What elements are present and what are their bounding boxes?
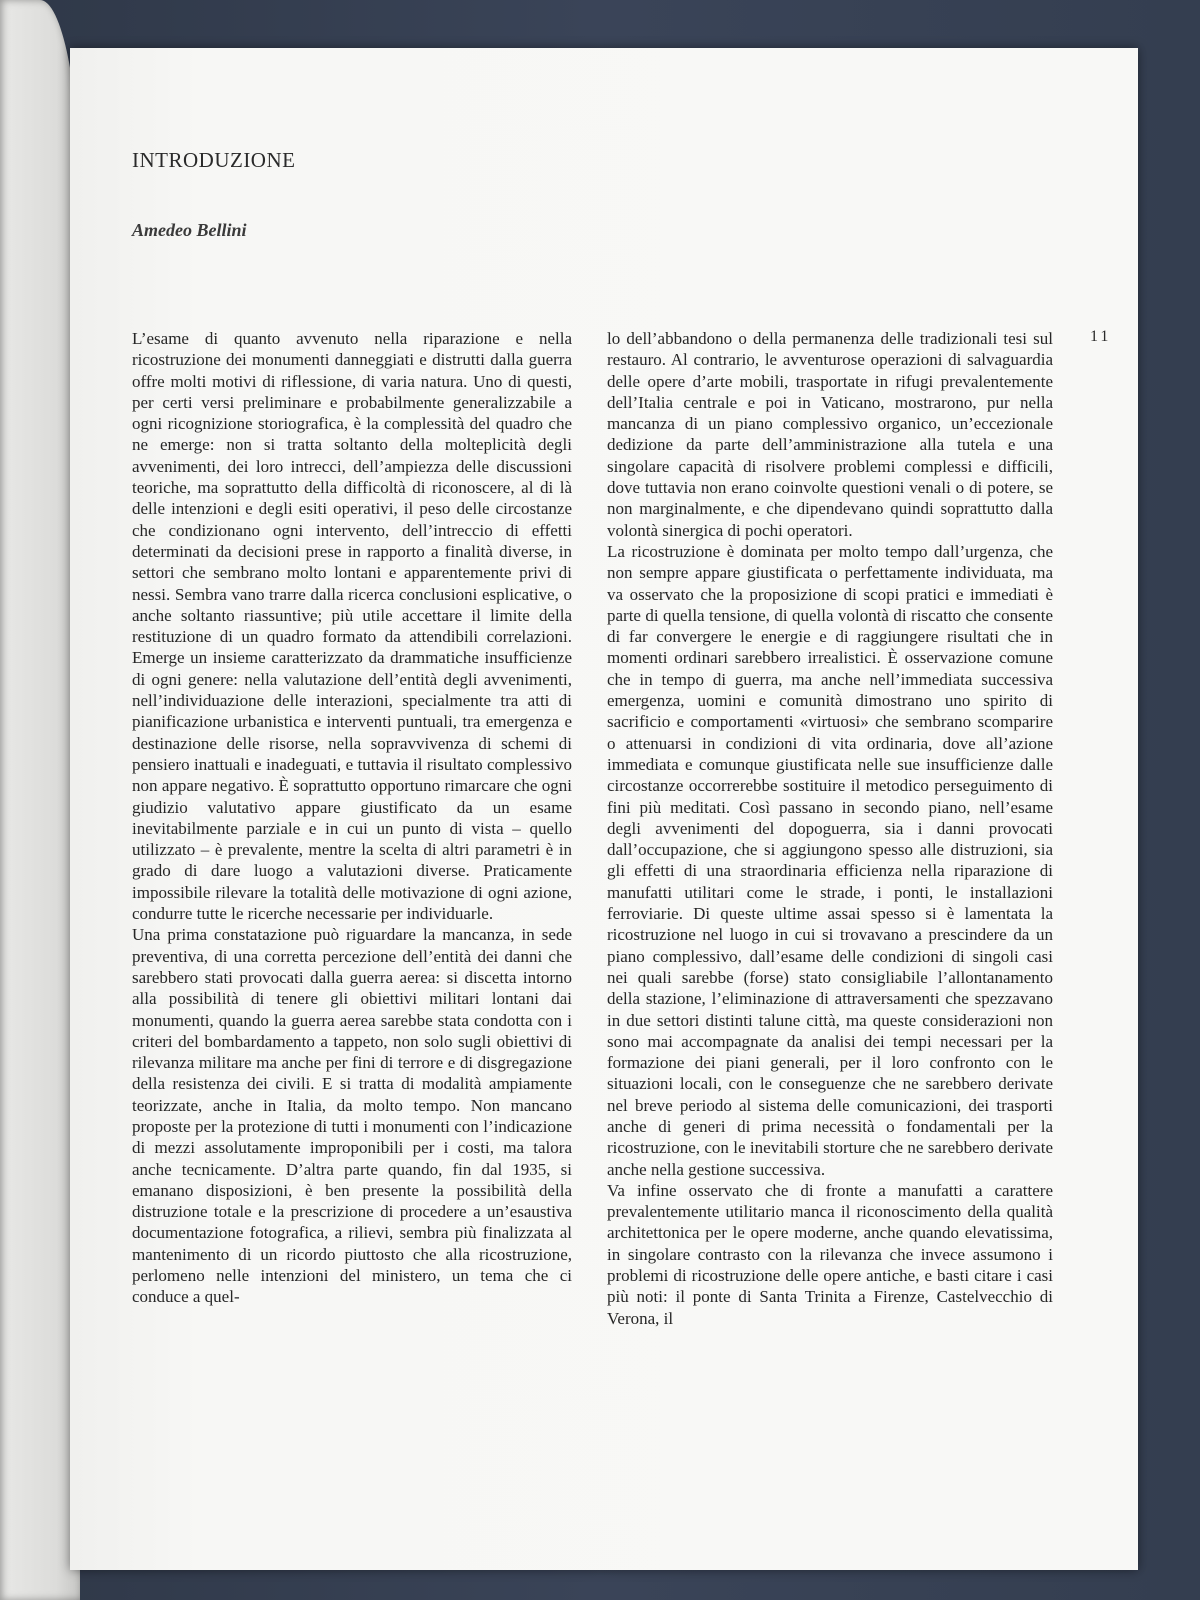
text-column-right [607, 328, 1053, 1329]
paragraph: Va infine osservato che di fronte a manufatti a carattere prevalentemente utilitario manca il riconoscimento della qualità architettonica per le opere moderne, anche quando elevatissima, in singolare contrasto con la rilevanza che invece assumono i problemi di ricostruzione delle opere antiche, e basti citare i casi più noti: il ponte di Santa Trinita a Firenze, Castelvecchio di Verona, il [607, 1180, 1053, 1328]
book-page [70, 48, 1138, 1570]
paragraph: lo dell’abbandono o della permanenza delle tradizionali tesi sul restauro. Al contrario, le avventurose operazioni di salvaguardia delle opere d’arte mobili, trasportate in rifugi prevalentemente dell’Italia centrale e poi in Vaticano, mostrarono, pur nella mancanza di un piano complessivo organico, un’eccezionale dedizione da parte dell’amministrazione alla tutela e una singolare capacità di risolvere problemi complessi e difficili, dove tuttavia non erano coinvolte questioni venali o di potere, se non marginalmente, e che dipendevano quindi soprattutto dalla volontà sinergica di pochi operatori. [607, 329, 1053, 540]
facing-page-edge [0, 0, 80, 1600]
page-number: 11 [1090, 328, 1112, 345]
author-name: Amedeo Bellini [132, 220, 247, 240]
paragraph: Una prima constatazione può riguardare la mancanza, in sede preventiva, di una corretta percezione dell’entità dei danni che sarebbero stati provocati dalla guerra aerea: si discetta intorno alla possibilità di tenere gli obiettivi militari lontani dai monumenti, quando la guerra aerea sarebbe stata condotta con i criteri del bombardamento a tappeto, non solo sugli obiettivi di rilevanza militare ma anche per fini di terrore e di disgregazione della resistenza dei civili. E si tratta di modalità ampiamente teorizzate, anche in Italia, da molto tempo. Non mancano proposte per la protezione di tutti i monumenti con l’indicazione di mezzi assolutamente improponibili per i costi, ma talora anche tecnicamente. D’altra parte quando, fin dal 1935, si emanano disposizioni, è ben presente la possibilità della distruzione totale e la prescrizione di procedere a un’esaustiva documentazione fotografica, a rilievi, sembra più finalizzata al mantenimento di un ricordo piuttosto che alla ricostruzione, perlomeno nelle intenzioni del ministero, un tema che ci conduce a quel- [132, 925, 572, 1307]
text-column-left [132, 328, 572, 1308]
paragraph: L’esame di quanto avvenuto nella riparazione e nella ricostruzione dei monumenti danneggiati e distrutti dalla guerra offre molti motivi di riflessione, di varia natura. Uno di questi, per certi versi preliminare e probabilmente generalizzabile a ogni ricognizione storiografica, è la complessità del quadro che ne emerge: non si tratta soltanto della molteplicità degli avvenimenti, dei loro intrecci, dell’ampiezza delle discussioni teoriche, ma soprattutto della difficoltà di riconoscere, al di là delle intenzioni e degli esiti operativi, il peso delle circostanze che condizionano ogni intervento, dell’intreccio di effetti determinati da decisioni prese in rapporto a finalità diverse, in settori che sembrano molto lontani e apparentemente privi di nessi. Sembra vano trarre dalla ricerca conclusioni esplicative, o anche soltanto riassuntive; più utile accettare il limite della restituzione di un quadro formato da attendibili correlazioni. Emerge un insieme caratterizzato da drammatiche insufficienze di ogni genere: nella valutazione dell’entità degli avvenimenti, nell’individuazione delle interazioni, specialmente tra atti di pianificazione urbanistica e interventi puntuali, tra emergenza e destinazione delle risorse, nella sopravvivenza di schemi di pensiero inattuali e inadeguati, e tuttavia il risultato complessivo non appare negativo. È soprattutto opportuno rimarcare che ogni giudizio valutativo appare giustificato da un esame inevitabilmente parziale e in cui un punto di vista – quello utilizzato – è prevalente, mentre la scelta di altri parametri è in grado di dare luogo a valutazioni diverse. Praticamente impossibile rilevare la totalità delle motivazione di ogni azione, condurre tutte le ricerche necessarie per individuarle. [132, 329, 572, 924]
chapter-title: INTRODUZIONE [132, 148, 296, 172]
paragraph: La ricostruzione è dominata per molto tempo dall’urgenza, che non sempre appare giustificata o perfettamente individuata, ma va osservato che la proposizione di scopi pratici e immediati è parte di quella tensione, di quella volontà di riscatto che consente di far convergere le energie e di raggiungere risultati che in momenti ordinari sarebbero irrealistici. È osservazione comune che in tempo di guerra, ma anche nell’immediata successiva emergenza, uomini e comunità dimostrano uno spirito di sacrificio e comportamenti «virtuosi» che sembrano scomparire o attenuarsi in condizioni di vita ordinaria, dove all’azione immediata e comunque giustificata nelle sue insufficienze dalle circostanze occorrerebbe sostituire il metodico perseguimento di fini più meditati. Così passano in secondo piano, nell’esame degli avvenimenti del dopoguerra, sia i danni provocati dall’occupazione, che si aggiungono spesso alle distruzioni, sia gli effetti di una straordinaria efficienza nella riparazione di manufatti utilitari come le strade, i ponti, le installazioni ferroviarie. Di queste ultime assai spesso si è lamentata la ricostruzione nel luogo in cui si trovavano a prescindere da un piano complessivo, dall’esame delle condizioni di singoli casi nei quali sarebbe (forse) stato consigliabile l’allontanamento della stazione, l’eliminazione di attraversamenti che spezzavano in due settori distinti talune città, ma queste considerazioni non sono mai accompagnate da analisi dei tempi necessari per la formazione dei piani generali, per il loro confronto con le situazioni locali, con le conseguenze che ne sarebbero derivate nel breve periodo al sistema delle comunicazioni, dei trasporti anche di generi di prima necessità o fondamentali per la ricostruzione, con le inevitabili storture che ne sarebbero derivate anche nella gestione successiva. [607, 541, 1053, 1179]
